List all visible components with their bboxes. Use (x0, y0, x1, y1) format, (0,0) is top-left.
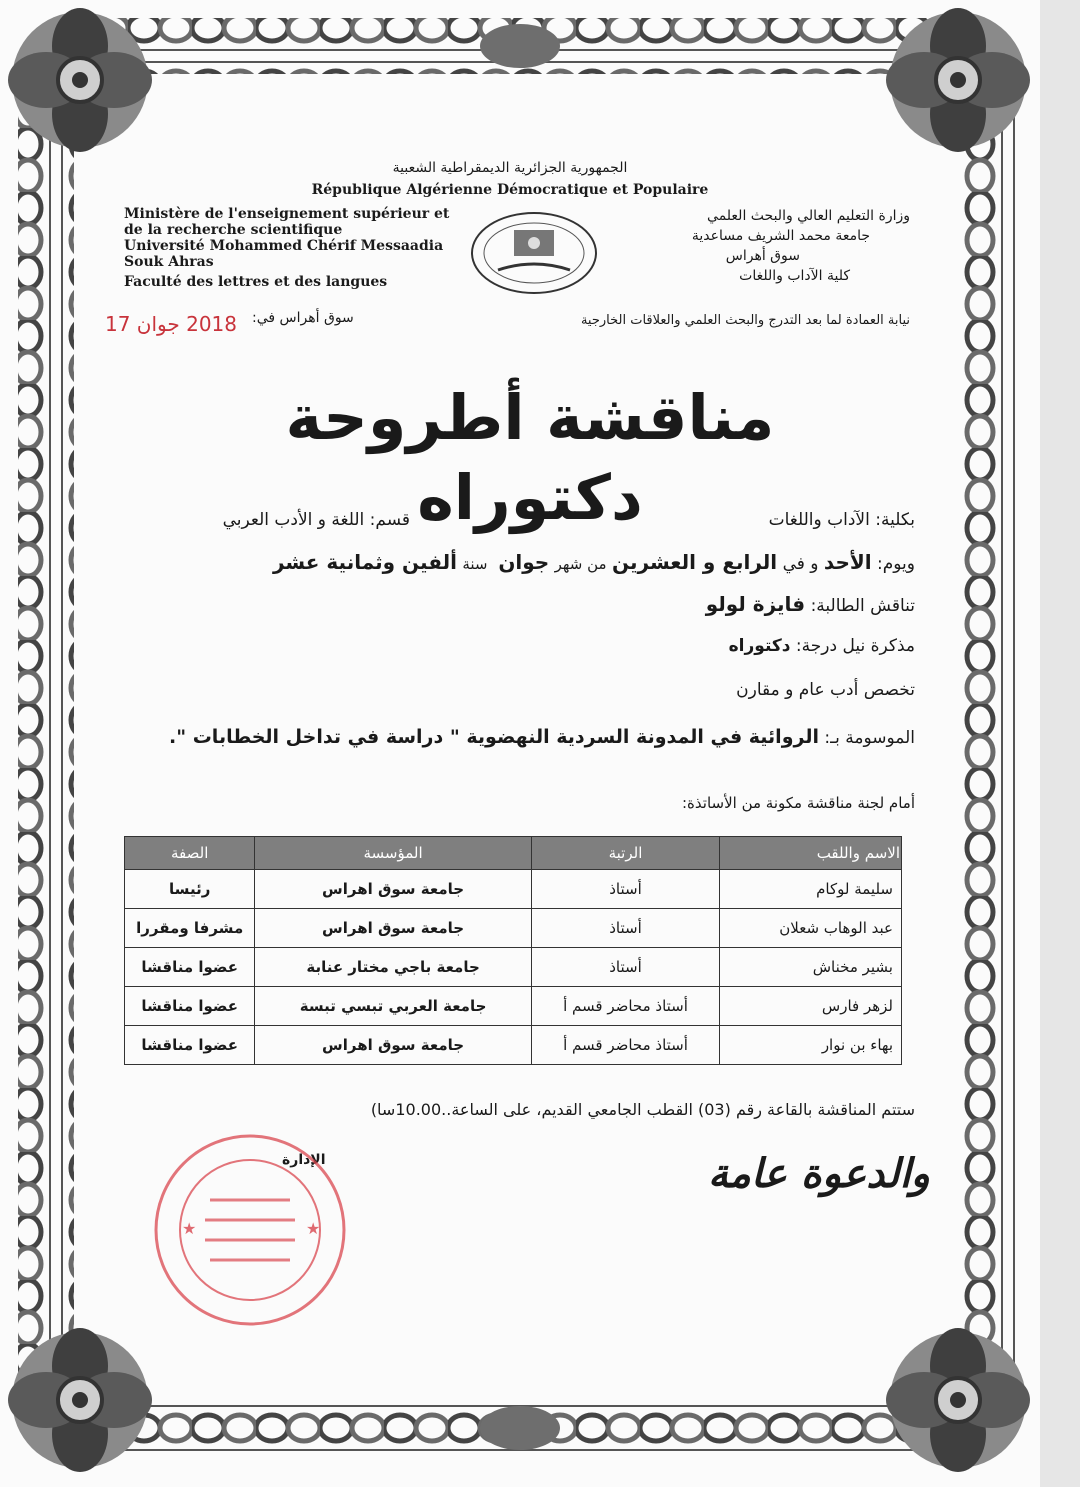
department-line (223, 510, 410, 530)
header-rank: الرتبة (531, 837, 720, 870)
year-value: ألفين وثمانية عشر (272, 550, 457, 574)
svg-text:★: ★ (182, 1219, 197, 1238)
header-role: الصفة (125, 837, 255, 870)
vice-deanship: نيابة العمادة لما بعد التدرج والبحث العلمي والعلاقات الخارجية (580, 313, 910, 328)
official-stamp (150, 1130, 350, 1330)
handwritten-date: 2018 جوان 17 (105, 312, 238, 336)
member-rank: أستاذ (531, 870, 720, 909)
table-row (125, 870, 902, 909)
header-right-arabic (610, 206, 910, 286)
member-institution: جامعة سوق اهراس (255, 909, 531, 948)
member-name: بشير مخناش (720, 948, 902, 987)
date-value: الرابع و العشرين (612, 550, 778, 574)
member-name: بهاء بن نوار (720, 1026, 902, 1065)
member-rank: أستاذ محاضر قسم أ (531, 987, 720, 1026)
scan-edge (1040, 0, 1080, 1487)
republic-french: République Algérienne Démocratique et Populaire (311, 182, 709, 198)
student-label: تناقش الطالبة: (810, 596, 915, 616)
university-fr: Université Mohammed Chérif Messaadia (124, 238, 444, 254)
table-row (125, 909, 902, 948)
ministry-ar: وزارة التعليم العالي والبحث العلمي (707, 208, 910, 224)
day-label: ويوم: (877, 554, 915, 574)
table-row (125, 987, 902, 1026)
republic-arabic: الجمهورية الجزائرية الديمقراطية الشعبية (392, 160, 628, 176)
member-role: عضوا مناقشا (125, 987, 255, 1026)
committee-intro: أمام لجنة مناقشة مكونة من الأساتذة: (681, 794, 915, 812)
faculty-fr: Faculté des lettres et des langues (124, 274, 388, 290)
department-value: اللغة و الأدب العربي (222, 510, 365, 530)
date-label: سوق أهراس في: (252, 310, 354, 326)
student-line (706, 592, 915, 616)
thesis-title: الروائية في المدونة السردية النهضوية " دراسة في تداخل الخطابات ". (168, 726, 819, 748)
student-value: فايزة لولو (705, 592, 806, 616)
committee-table (124, 836, 902, 1065)
member-role: عضوا مناقشا (125, 1026, 255, 1065)
year-label: سنة (462, 555, 488, 573)
ministry-fr-line1: Ministère de l'enseignement supérieur et (124, 206, 450, 222)
frame-right (962, 95, 1018, 1385)
ministry-fr-line2: de la recherche scientifique (124, 222, 343, 238)
thesis-line (169, 726, 915, 748)
faculty-ar: كلية الآداب واللغات (739, 268, 850, 284)
thesis-label: الموسومة بـ: (824, 728, 915, 748)
public-invitation: والدعوة عامة (708, 1150, 930, 1197)
member-role: رئيسا (125, 870, 255, 909)
specialty: تخصص أدب عام و مقارن (736, 680, 915, 700)
day-connector: و في (782, 554, 819, 574)
member-institution: جامعة العربي تبسي تبسة (255, 987, 531, 1026)
member-role: مشرفا ومقررا (125, 909, 255, 948)
member-institution: جامعة سوق اهراس (255, 1026, 531, 1065)
svg-text:★: ★ (306, 1219, 321, 1238)
faculty-value: الآداب واللغات (768, 510, 870, 530)
city-ar: سوق أهراس (725, 248, 800, 264)
administration-label: الإدارة (282, 1152, 326, 1168)
degree-value: دكتوراه (728, 636, 791, 656)
department-label: قسم: (369, 510, 410, 530)
frame-left (18, 95, 74, 1385)
member-name: لزهر فارس (720, 987, 902, 1026)
month-label: من شهر (554, 555, 607, 573)
member-institution: جامعة سوق اهراس (255, 870, 531, 909)
day-value: الأحد (823, 550, 872, 574)
table-row (125, 948, 902, 987)
faculty-label: بكلية: (875, 510, 915, 530)
city-fr: Souk Ahras (124, 254, 214, 270)
month-value: جوان (498, 550, 550, 574)
member-rank: أستاذ (531, 948, 720, 987)
member-name: سليمة لوكام (720, 870, 902, 909)
degree-label: مذكرة نيل درجة: (795, 636, 915, 656)
member-role: عضوا مناقشا (125, 948, 255, 987)
header-left-french (124, 206, 464, 290)
table-row (125, 1026, 902, 1065)
member-institution: جامعة باجي مختار عنابة (255, 948, 531, 987)
university-logo (468, 208, 600, 298)
university-ar: جامعة محمد الشريف مساعدية (691, 228, 870, 244)
venue-notice: ستتم المناقشة بالقاعة رقم (03) القطب الجامعي القديم، على الساعة..10.00سا) (370, 1100, 915, 1119)
member-rank: أستاذ محاضر قسم أ (531, 1026, 720, 1065)
member-name: عبد الوهاب شعلان (720, 909, 902, 948)
faculty-line (769, 510, 915, 530)
header-name: الاسم واللقب (720, 837, 902, 870)
degree-line (729, 636, 915, 656)
header-institution: المؤسسة (255, 837, 531, 870)
committee-header-row (125, 837, 902, 870)
member-rank: أستاذ (531, 909, 720, 948)
page-title: مناقشة أطروحة دكتوراه (285, 381, 775, 534)
date-line (273, 550, 915, 574)
